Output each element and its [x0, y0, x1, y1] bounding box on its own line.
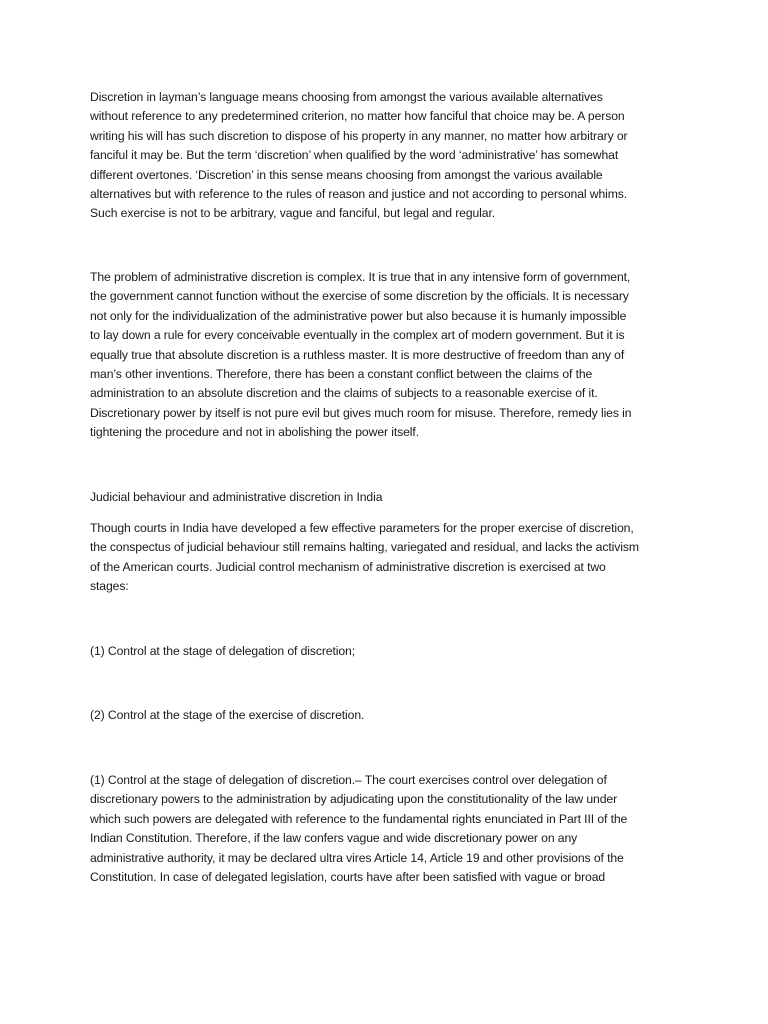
paragraph-control-at-delegation — [90, 771, 690, 887]
text-line: Constitution. In case of delegated legislation, courts have after been satisfied with vague or broad — [90, 870, 606, 885]
text-line: of the American courts. Judicial control mechanism of administrative discretion is exercised at two — [90, 559, 606, 574]
text-line: discretionary powers to the administration by adjudicating upon the constitutionality of the law under — [90, 792, 618, 807]
text-line: stages: — [90, 579, 129, 594]
text-line: The problem of administrative discretion is complex. It is true that in any intensive form of government, — [90, 270, 631, 284]
text-line: fanciful it may be. But the term ‘discretion’ when qualified by the word ‘administrative’ has somewhat — [90, 148, 619, 163]
text-line: to lay down a rule for every conceivable eventually in the complex art of modern government. But it is — [90, 328, 625, 343]
text-line: different overtones. ‘Discretion’ in this sense means choosing from amongst the various available — [90, 167, 603, 182]
text-line: (1) Control at the stage of delegation of discretion.– The court exercises control over delegation of — [90, 773, 607, 787]
text-line: Discretionary power by itself is not pure evil but gives much room for misuse. Therefore, remedy lies in — [90, 405, 632, 420]
text-line: Discretion in layman’s language means choosing from amongst the various available alternatives — [90, 90, 603, 104]
text-line: writing his will has such discretion to dispose of his property in any manner, no matter how arbitrary or — [90, 128, 628, 143]
heading-text: Judicial behaviour and administrative discretion in India — [90, 490, 383, 504]
list-item-control-exercise — [90, 706, 690, 725]
paragraph-definition-of-discretion — [90, 88, 690, 224]
text-line: alternatives but with reference to the rules of reason and justice and not according to personal whims. — [90, 187, 628, 202]
text-line: which such powers are delegated with reference to the fundamental rights enunciated in Part III of the — [90, 811, 628, 826]
section-heading — [90, 488, 690, 507]
text-line: (2) Control at the stage of the exercise of discretion. — [90, 708, 365, 722]
text-line: administrative authority, it may be declared ultra vires Article 14, Article 19 and other provisions of the — [90, 850, 624, 865]
text-line: without reference to any predetermined criterion, no matter how fanciful that choice may be. A person — [90, 109, 625, 124]
text-line: the conspectus of judicial behaviour still remains halting, variegated and residual, and lacks the activism — [90, 540, 639, 555]
text-line: the government cannot function without the exercise of some discretion by the officials. It is necessary — [90, 289, 629, 304]
text-line: not only for the individualization of the administrative power but also because it is humanly impossible — [90, 308, 627, 323]
text-line: Though courts in India have developed a few effective parameters for the proper exercise of discretion, — [90, 521, 634, 535]
text-line: tightening the procedure and not in abolishing the power itself. — [90, 425, 419, 440]
text-line: (1) Control at the stage of delegation of discretion; — [90, 644, 356, 658]
paragraph-problem-of-discretion — [90, 268, 690, 443]
text-line: administration to an absolute discretion and the claims of subjects to a reasonable exercise of it. — [90, 386, 598, 401]
text-line: Such exercise is not to be arbitrary, vague and fanciful, but legal and regular. — [90, 206, 496, 221]
paragraph-judicial-behaviour — [90, 519, 690, 597]
text-line: equally true that absolute discretion is a ruthless master. It is more destructive of freedom than any of — [90, 347, 625, 362]
text-line: Indian Constitution. Therefore, if the law confers vague and wide discretionary power on any — [90, 831, 578, 846]
list-item-control-delegation — [90, 642, 690, 661]
text-line: man’s other inventions. Therefore, there has been a constant conflict between the claims of the — [90, 367, 593, 382]
